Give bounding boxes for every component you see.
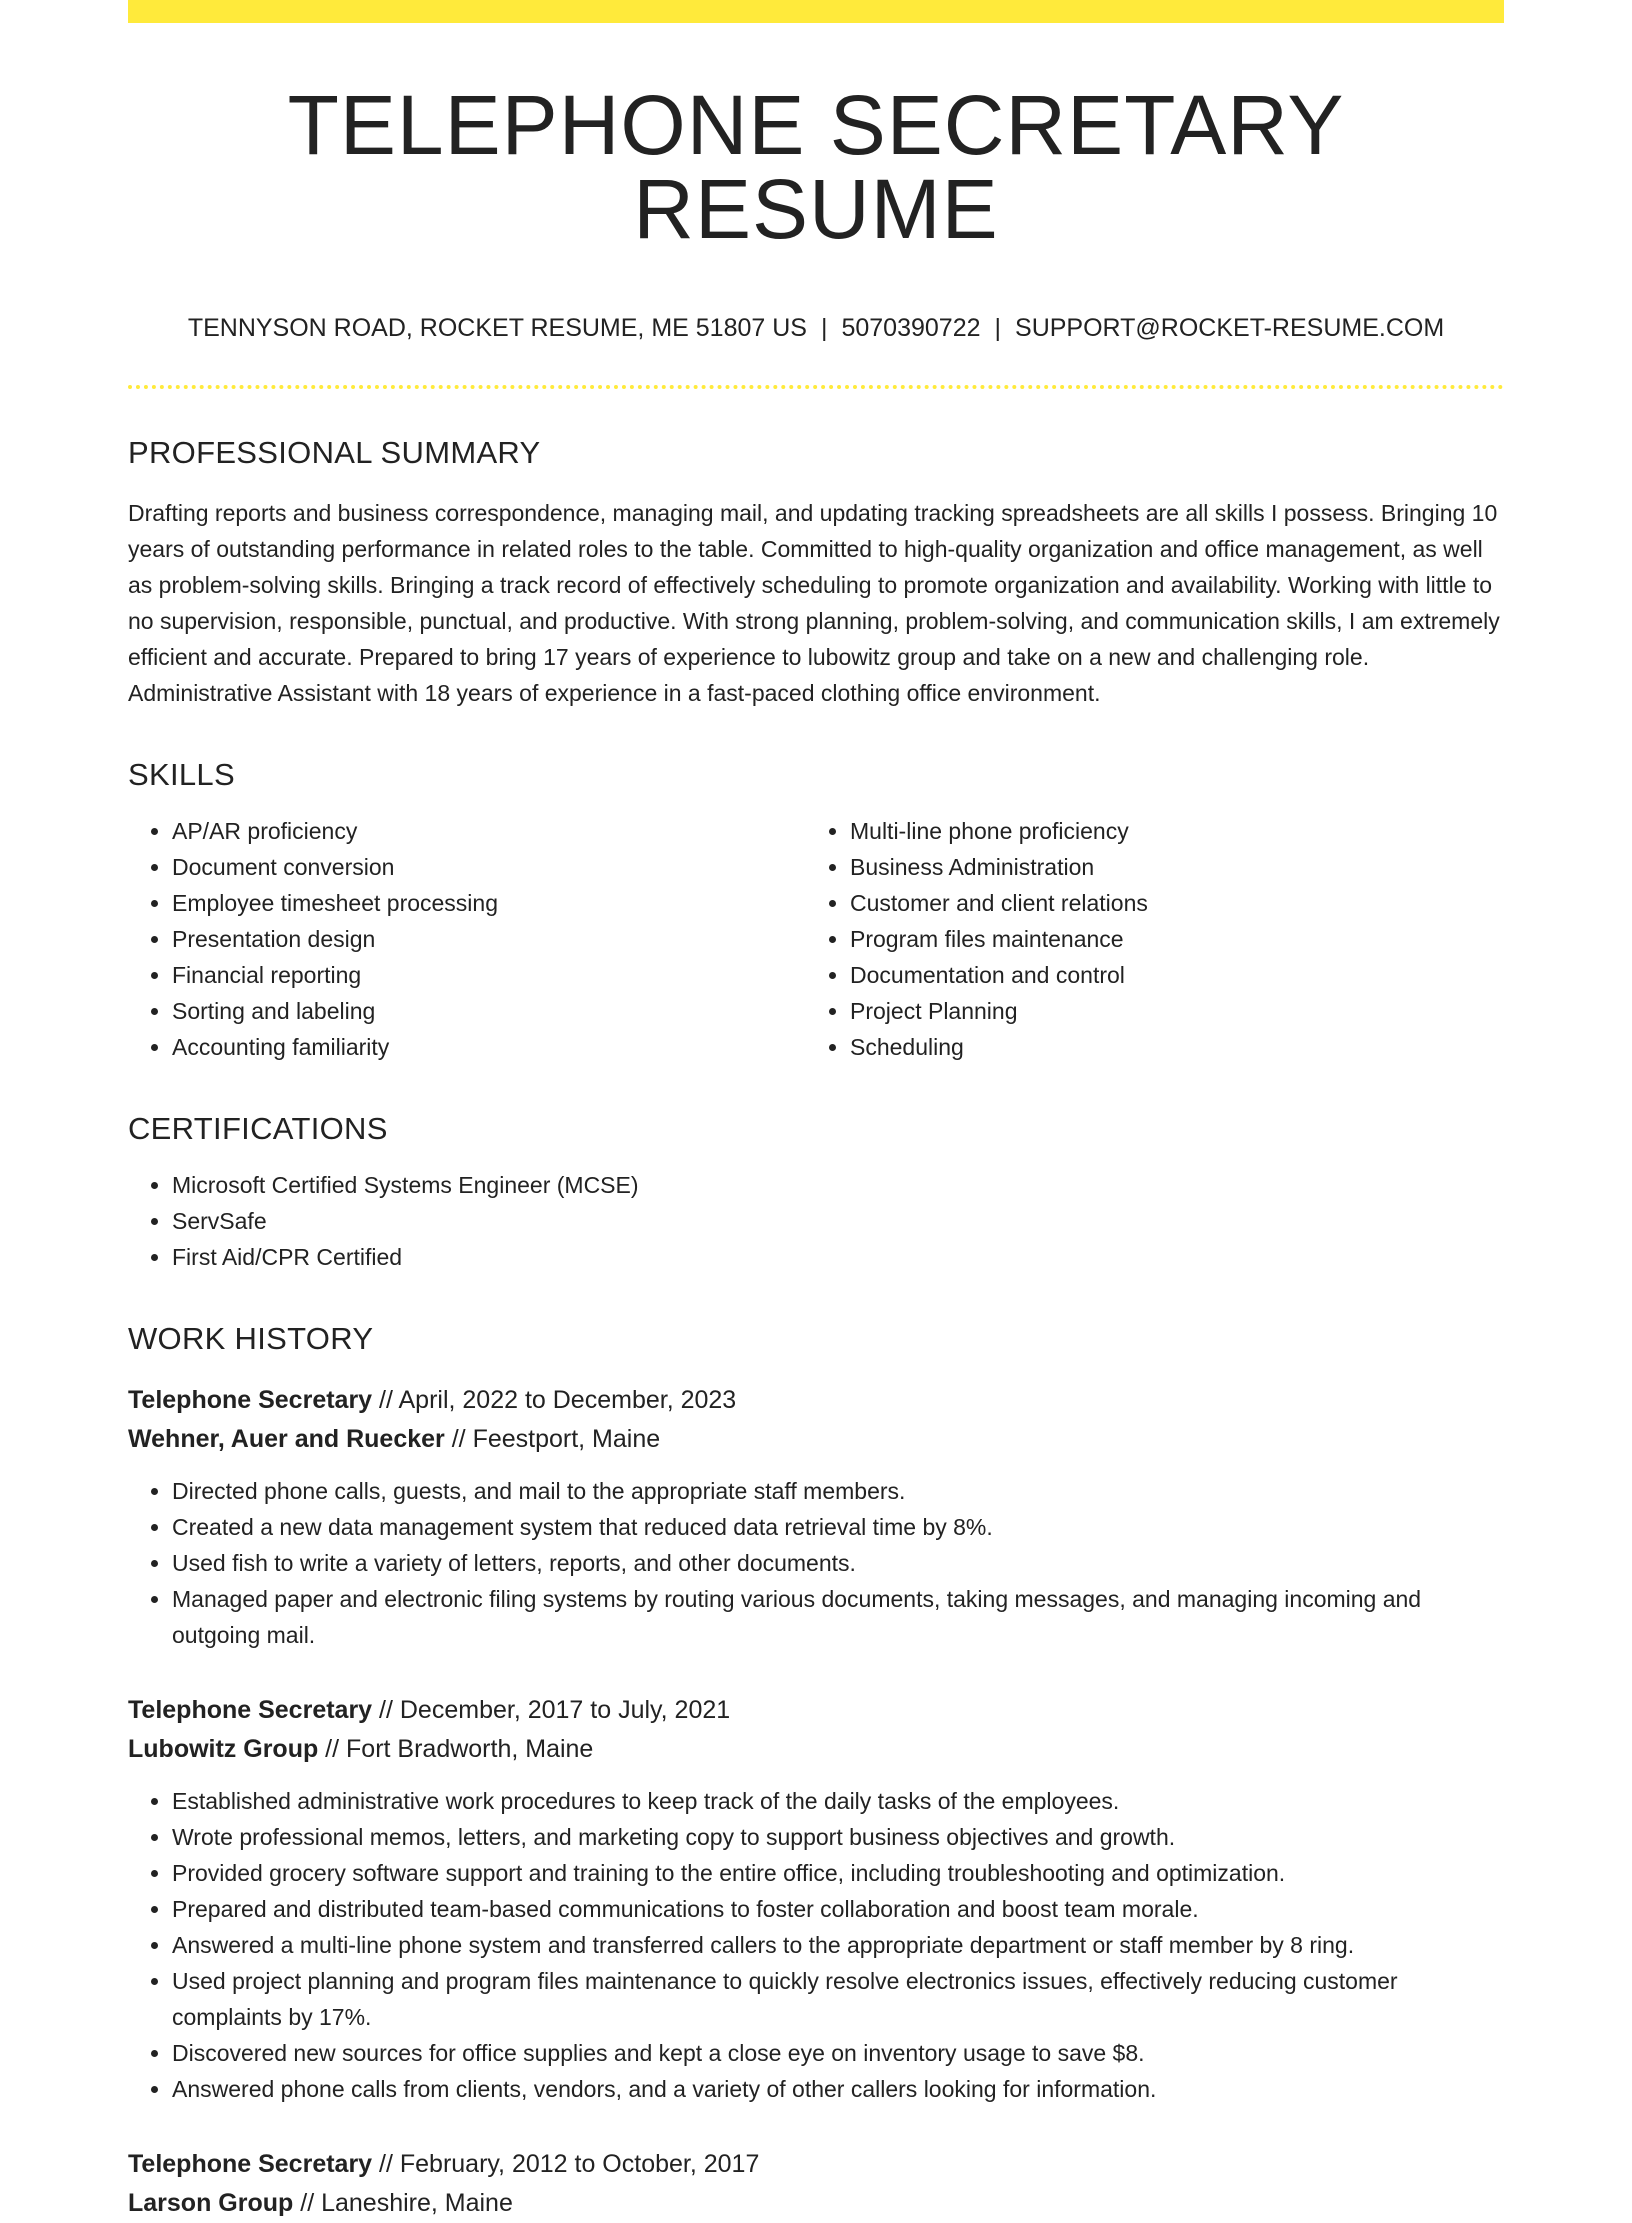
job-duty: • Prepared and distributed team-based communications to foster collaboration and boost team morale. [172,1891,1504,1927]
job-role: Telephone Secretary [128,2150,373,2178]
skill-item: • Financial reporting [172,957,806,993]
contact-phone: 5070390722 [841,314,981,342]
summary-text: Drafting reports and business correspondence, managing mail, and updating tracking spreadsheets are all skills I possess. Bringing 10 years of outstanding performance in related roles to the table. Committed to high-quality organization and office management, as well as problem-solving skills. Bringing a track record of effectively scheduling to promote organization and availability. Working with little to no supervision, responsible, punctual, and productive. With strong planning, problem-solving, and communication skills, I am extremely efficient and accurate. Prepared to bring 17 years of experience to lubowitz group and take on a new and challenging role. Administrative Assistant with 18 years of experience in a fast-paced clothing office environment. [128,500,1500,706]
job-duty: • Established administrative work procedures to keep track of the daily tasks of the employees. [172,1783,1504,1819]
skill-item: • Sorting and labeling [172,993,806,1029]
job-duty: • Directed phone calls, guests, and mail to the appropriate staff members. [172,1473,1504,1509]
certification-item: • First Aid/CPR Certified [172,1239,1504,1275]
job-duty: • Created a new data management system that reduced data retrieval time by 8%. [172,1509,1504,1545]
job-duty: • Managed paper and electronic filing systems by routing various documents, taking messages, and managing incoming and outgoing mail. [172,1581,1504,1653]
work-history-heading: WORK HISTORY [128,1321,374,1356]
certifications-heading: CERTIFICATIONS [128,1111,388,1146]
skills-list-left [128,813,806,1065]
contact-address: TENNYSON ROAD, ROCKET RESUME, ME 51807 US [187,314,807,342]
skill-item: • Customer and client relations [850,885,1484,921]
accent-bar [128,0,1504,23]
skill-item: • Presentation design [172,921,806,957]
resume-title: TELEPHONE SECRETARY RESUME [287,78,1345,256]
job-title-line [128,1381,1504,1420]
job-dates: // February, 2012 to October, 2017 [372,2150,760,2178]
job-company: Lubowitz Group [128,1735,319,1763]
job-company: Larson Group [128,2189,294,2217]
job-role: Telephone Secretary [128,1386,373,1414]
job-duty: • Answered a multi-line phone system and transferred callers to the appropriate department or staff member by 8 ring. [172,1927,1504,1963]
job-location: // Fort Bradworth, Maine [318,1735,594,1763]
job-duty: • Used project planning and program files maintenance to quickly resolve electronics issues, effectively reducing customer complaints by 17%. [172,1963,1504,2035]
certifications-list [128,1167,1504,1275]
job-duty: • Discovered new sources for office supplies and kept a close eye on inventory usage to save $8. [172,2035,1504,2071]
contact-separator: | [994,314,1002,342]
contact-line [128,313,1504,343]
skill-item: • Scheduling [850,1029,1484,1065]
job-duty: • Answered phone calls from clients, vendors, and a variety of other callers looking for information. [172,2071,1504,2107]
skills-columns [128,813,1504,1065]
job-company-line [128,1730,1504,1769]
job-location: // Laneshire, Maine [293,2189,513,2217]
contact-email: SUPPORT@ROCKET-RESUME.COM [1015,314,1445,342]
skills-list-right [806,813,1484,1065]
skill-item: • Program files maintenance [850,921,1484,957]
job-duty: • Provided grocery software support and training to the entire office, including troubleshooting and optimization. [172,1855,1504,1891]
job-entry [128,1691,1504,2107]
skill-item: • Employee timesheet processing [172,885,806,921]
skill-item: • Multi-line phone proficiency [850,813,1484,849]
job-dates: // April, 2022 to December, 2023 [372,1386,737,1414]
skill-item: • Accounting familiarity [172,1029,806,1065]
job-company: Wehner, Auer and Ruecker [128,1425,445,1453]
job-duty: • Used fish to write a variety of letters, reports, and other documents. [172,1545,1504,1581]
job-role: Telephone Secretary [128,1696,373,1724]
job-duties [128,1783,1504,2107]
skill-item: • Project Planning [850,993,1484,1029]
job-duty: • Wrote professional memos, letters, and marketing copy to support business objectives and growth. [172,1819,1504,1855]
skills-heading: SKILLS [128,757,235,792]
job-title-line [128,1691,1504,1730]
header-divider [128,385,1504,389]
contact-separator: | [820,314,828,342]
skill-item: • Documentation and control [850,957,1484,993]
skill-item: • Business Administration [850,849,1484,885]
job-company-line [128,1420,1504,1459]
job-dates: // December, 2017 to July, 2021 [372,1696,731,1724]
summary-heading: PROFESSIONAL SUMMARY [128,435,541,470]
certification-item: • Microsoft Certified Systems Engineer (MCSE) [172,1167,1504,1203]
job-entry [128,1381,1504,1653]
job-company-line [128,2184,1504,2223]
skill-item: • AP/AR proficiency [172,813,806,849]
skill-item: • Document conversion [172,849,806,885]
job-duties [128,1473,1504,1653]
job-entry [128,2145,1504,2223]
job-title-line [128,2145,1504,2184]
job-location: // Feestport, Maine [444,1425,661,1453]
certification-item: • ServSafe [172,1203,1504,1239]
resume-page [128,0,1504,2223]
